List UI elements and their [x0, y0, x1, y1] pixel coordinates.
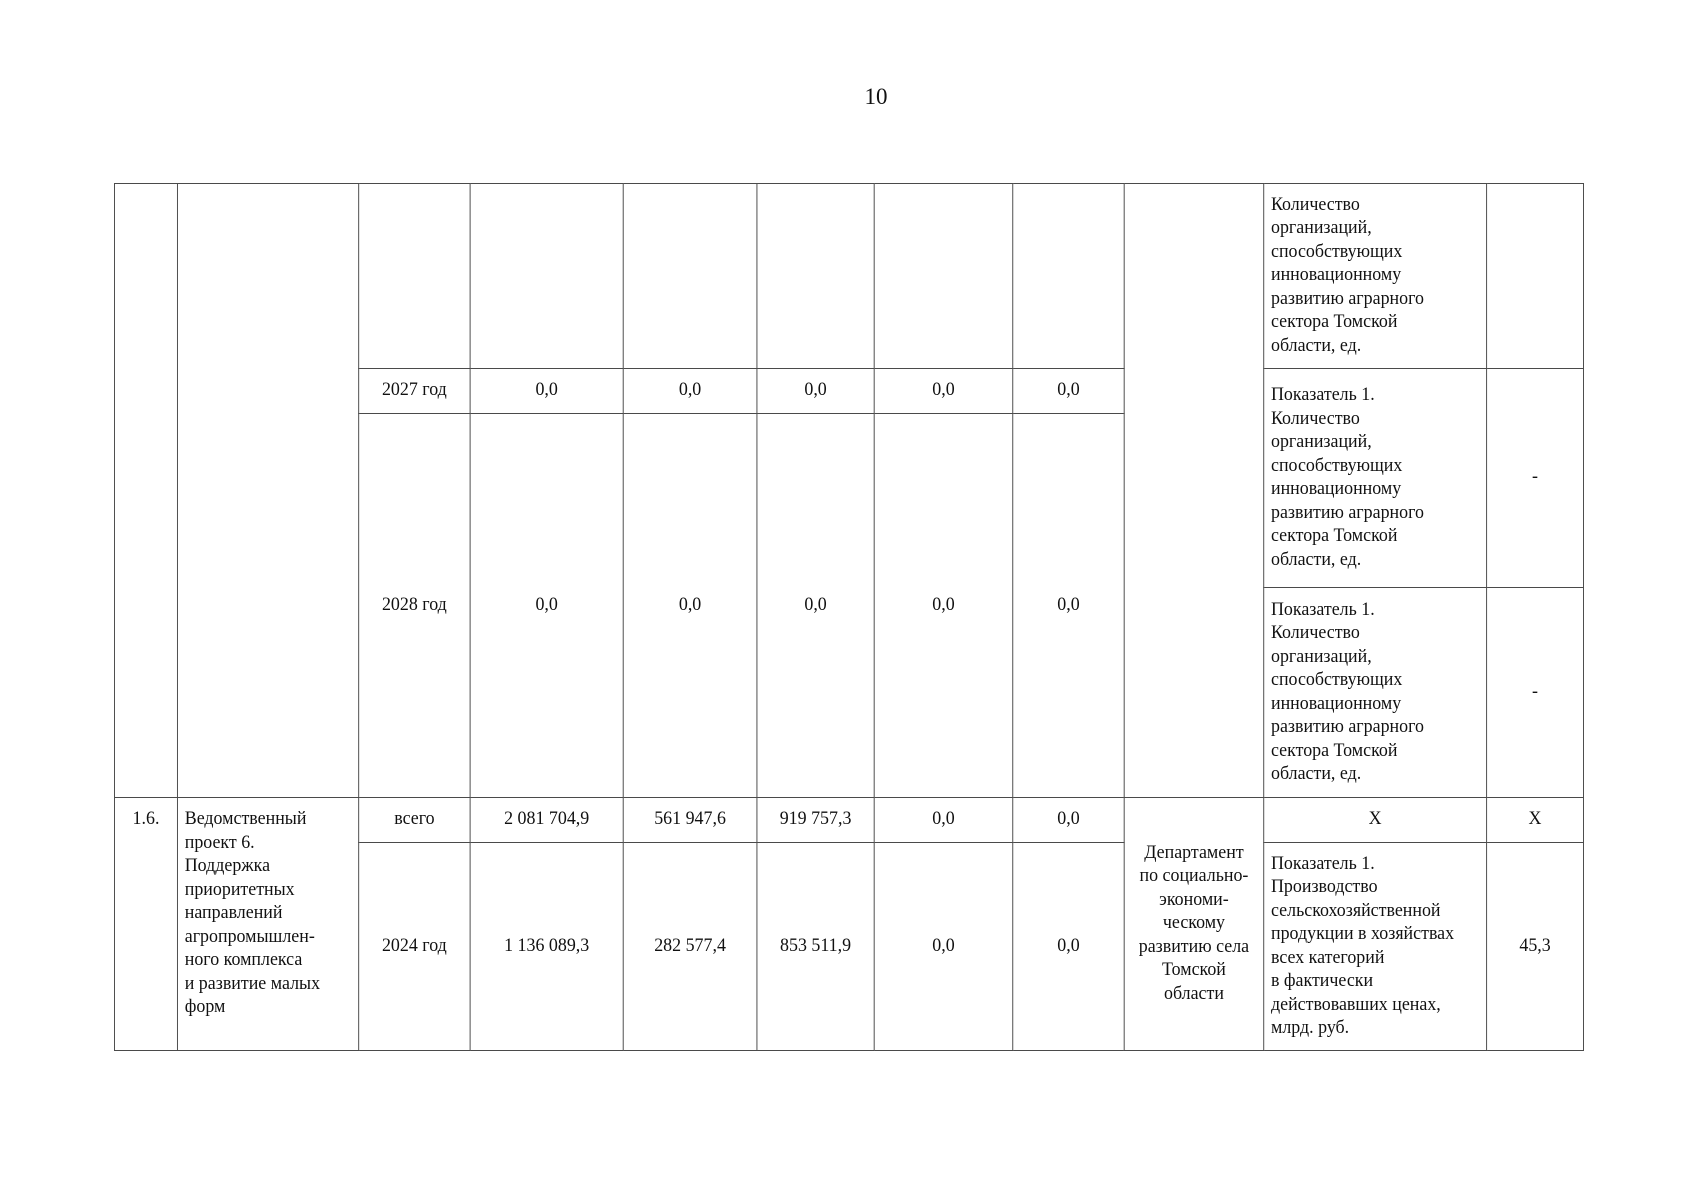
executor-cell: Департамент по социально- экономи- ческому развитию села Томской области	[1124, 798, 1264, 1051]
cell-empty	[757, 184, 874, 369]
value-cell: 0,0	[757, 414, 874, 798]
table-row	[114, 798, 1583, 843]
indicator-cell: Количество организаций, способствующих инновационному развитию аграрного сектора Томской области, ед.	[1264, 184, 1487, 369]
item-number: 1.6.	[114, 798, 177, 1051]
year-cell: всего	[359, 798, 470, 843]
cell-name-empty	[177, 184, 358, 798]
value-cell: 282 577,4	[623, 843, 757, 1051]
value-cell: 0,0	[470, 369, 623, 414]
cell-number-empty	[114, 184, 177, 798]
value-cell: 0,0	[874, 798, 1013, 843]
value-cell: 0,0	[874, 369, 1013, 414]
indicator-cell: Показатель 1. Производство сельскохозяйственной продукции в хозяйствах всех категорий в фактически действовавших ценах, млрд. руб.	[1264, 843, 1487, 1051]
item-name: Ведомственный проект 6. Поддержка приоритетных направлений агропромышлен- ного комплекса и развитие малых форм	[177, 798, 358, 1051]
cell-empty	[623, 184, 757, 369]
cell-executor-empty	[1124, 184, 1264, 798]
cell-empty	[470, 184, 623, 369]
value-cell: 919 757,3	[757, 798, 874, 843]
value-cell: 0,0	[623, 369, 757, 414]
year-cell: 2027 год	[359, 369, 470, 414]
year-cell: 2024 год	[359, 843, 470, 1051]
indicator-cell: Х	[1264, 798, 1487, 843]
value-cell: 1 136 089,3	[470, 843, 623, 1051]
value-cell: 0,0	[1013, 798, 1124, 843]
cell-empty	[874, 184, 1013, 369]
indicator-value: -	[1487, 588, 1584, 798]
cell-empty	[1013, 184, 1124, 369]
value-cell: 0,0	[874, 414, 1013, 798]
value-cell: 0,0	[874, 843, 1013, 1051]
indicator-cell: Показатель 1. Количество организаций, способствующих инновационному развитию аграрного сектора Томской области, ед.	[1264, 588, 1487, 798]
indicator-value: 45,3	[1487, 843, 1584, 1051]
value-cell: 0,0	[1013, 414, 1124, 798]
table-wrapper	[114, 183, 1583, 1051]
table-row	[114, 184, 1583, 369]
page-number: 10	[864, 84, 888, 109]
program-table	[114, 183, 1584, 1051]
indicator-value: Х	[1487, 798, 1584, 843]
value-cell: 2 081 704,9	[470, 798, 623, 843]
indicator-cell: Показатель 1. Количество организаций, способствующих инновационному развитию аграрного сектора Томской области, ед.	[1264, 369, 1487, 588]
indicator-value: -	[1487, 369, 1584, 588]
value-cell: 0,0	[1013, 843, 1124, 1051]
value-cell: 0,0	[1013, 369, 1124, 414]
value-cell: 853 511,9	[757, 843, 874, 1051]
value-cell: 0,0	[470, 414, 623, 798]
value-cell: 0,0	[623, 414, 757, 798]
value-cell: 0,0	[757, 369, 874, 414]
value-cell: 561 947,6	[623, 798, 757, 843]
indicator-value	[1487, 184, 1584, 369]
year-cell: 2028 год	[359, 414, 470, 798]
cell-empty	[359, 184, 470, 369]
